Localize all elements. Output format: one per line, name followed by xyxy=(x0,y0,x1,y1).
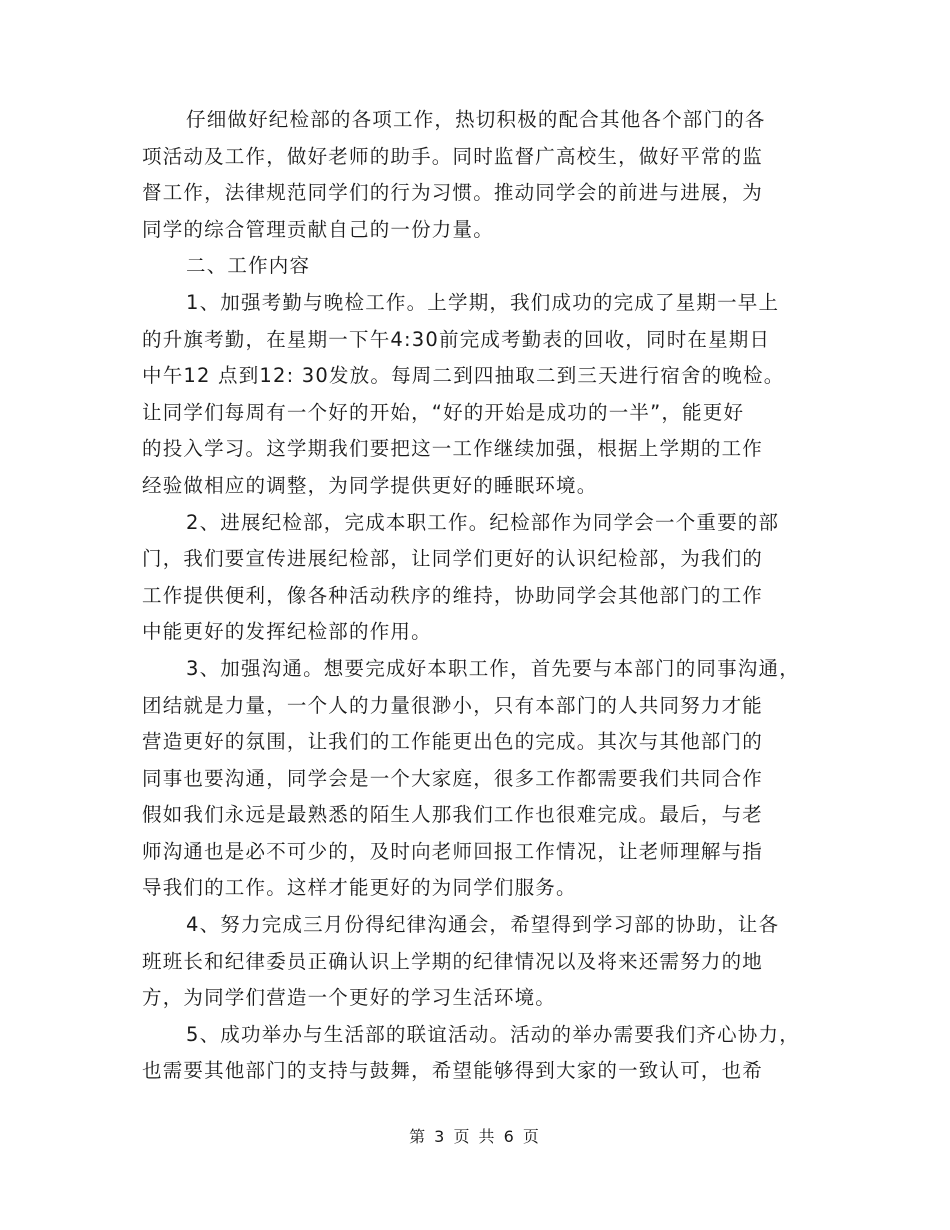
text-line: 工作提供便利，像各种活动秩序的维持，协助同学会其他部门的工作 xyxy=(142,583,764,607)
text-line: 同事也要沟通，同学会是一个大家庭，很多工作都需要我们共同合作 xyxy=(142,766,764,790)
text-line: 的投入学习。这学期我们要把这一工作继续加强，根据上学期的工作 xyxy=(142,437,764,461)
text-line: 也需要其他部门的支持与鼓舞，希望能够得到大家的一致认可，也希 xyxy=(142,1059,764,1083)
text-line: 假如我们永远是最熟悉的陌生人那我们工作也很难完成。最后，与老 xyxy=(142,803,764,827)
text-line: 的升旗考勤，在星期一下午4:30前完成考勤表的回收，同时在星期日 xyxy=(142,327,771,351)
text-line: 经验做相应的调整，为同学提供更好的睡眠环境。 xyxy=(142,473,598,497)
text-line: 门，我们要宣传进展纪检部，让同学们更好的认识纪检部，为我们的 xyxy=(142,547,764,571)
text-line: 师沟通也是必不可少的，及时向老师回报工作情况，让老师理解与指 xyxy=(142,839,764,863)
page-number-footer: 第 3 页 共 6 页 xyxy=(409,1127,541,1146)
document-body xyxy=(142,102,822,1090)
text-line: 督工作，法律规范同学们的行为习惯。推动同学会的前进与进展，为 xyxy=(142,181,764,205)
text-line: 导我们的工作。这样才能更好的为同学们服务。 xyxy=(142,876,577,900)
section-heading: 二、工作内容 xyxy=(186,254,311,278)
text-line: 方，为同学们营造一个更好的学习生活环境。 xyxy=(142,986,557,1010)
text-line: 班班长和纪律委员正确认识上学期的纪律情况以及将来还需努力的地 xyxy=(142,949,764,973)
text-line: 中能更好的发挥纪检部的作用。 xyxy=(142,620,432,644)
text-line: 仔细做好纪检部的各项工作，热切积极的配合其他各个部门的各 xyxy=(186,108,766,131)
text-line: 4、努力完成三月份得纪律沟通会，希望得到学习部的协助，让各 xyxy=(186,913,780,937)
text-line: 5、成功举办与生活部的联谊活动。活动的举办需要我们齐心协力， xyxy=(186,1022,800,1046)
text-line: 项活动及工作，做好老师的助手。同时监督广高校生，做好平常的监 xyxy=(142,144,764,168)
text-line: 1、加强考勤与晚检工作。上学期，我们成功的完成了星期一早上 xyxy=(186,290,780,314)
text-line: 2、进展纪检部，完成本职工作。纪检部作为同学会一个重要的部 xyxy=(186,510,780,534)
text-line: 营造更好的氛围，让我们的工作能更出色的完成。其次与其他部门的 xyxy=(142,730,764,754)
text-line: 团结就是力量，一个人的力量很渺小，只有本部门的人共同努力才能 xyxy=(142,693,764,717)
text-line: 3、加强沟通。想要完成好本职工作，首先要与本部门的同事沟通， xyxy=(186,656,800,680)
text-line: 同学的综合管理贡献自己的一份力量。 xyxy=(142,217,494,241)
text-line: 让同学们每周有一个好的开始，“好的开始是成功的一半”，能更好 xyxy=(142,400,745,424)
text-line: 中午12 点到12: 30发放。每周二到四抽取二到三天进行宿舍的晚检。 xyxy=(142,364,785,388)
